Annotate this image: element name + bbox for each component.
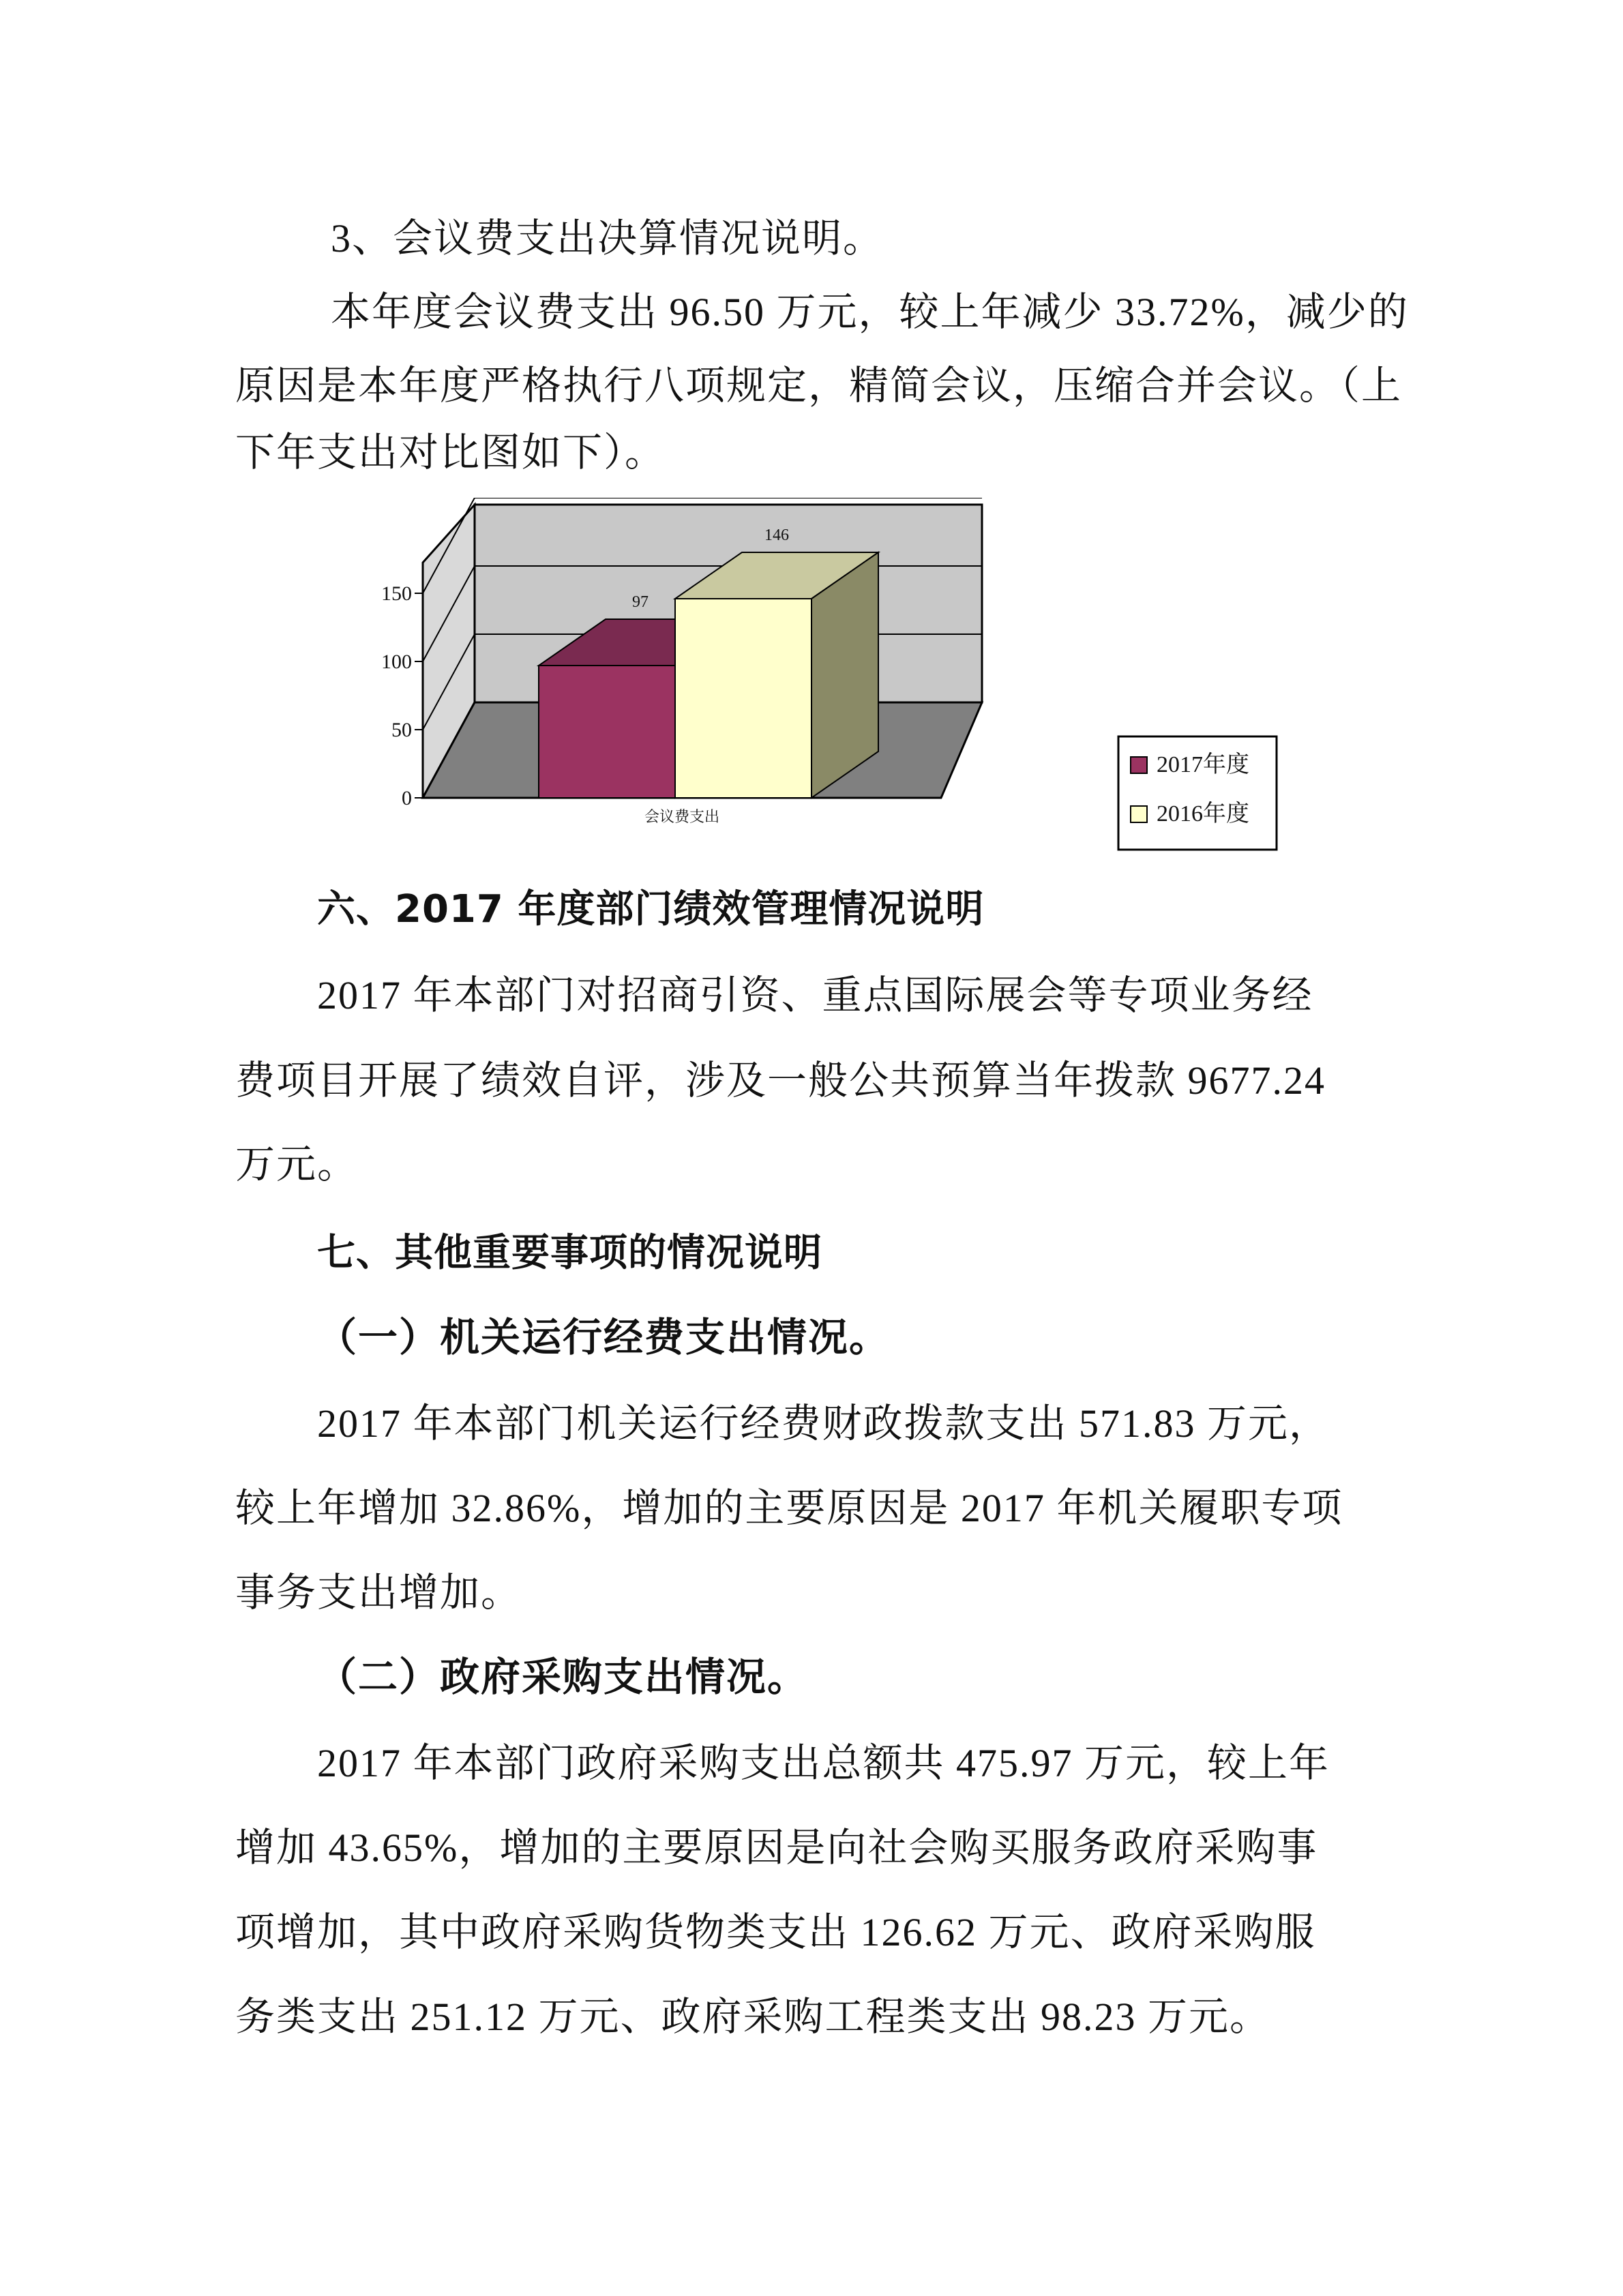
subsection-1-heading: （一）机关运行经费支出情况。 bbox=[317, 1315, 891, 1360]
legend-swatch-2016 bbox=[1131, 806, 1147, 822]
y-tick-label: 0 bbox=[402, 787, 412, 809]
bar-data-label-0: 97 bbox=[632, 593, 649, 611]
meeting-expense-chart bbox=[355, 498, 1364, 866]
section-6-line-1: 2017 年本部门对招商引资、重点国际展会等专项业务经 bbox=[317, 973, 1313, 1017]
subsection-2-line-3: 项增加，其中政府采购货物类支出 126.62 万元、政府采购服 bbox=[235, 1910, 1316, 1954]
legend-label-2017: 2017年度 bbox=[1157, 752, 1249, 777]
section-3-line-1: 本年度会议费支出 96.50 万元，较上年减少 33.72%，减少的 bbox=[331, 290, 1409, 334]
legend-label-2016: 2016年度 bbox=[1157, 801, 1249, 826]
bar-front-1 bbox=[675, 599, 812, 798]
section-6-line-2: 费项目开展了绩效自评，涉及一般公共预算当年拨款 9677.24 bbox=[235, 1058, 1326, 1103]
subsection-1-line-1: 2017 年本部门机关运行经费财政拨款支出 571.83 万元， bbox=[317, 1401, 1330, 1446]
section-3-heading: 3、会议费支出决算情况说明。 bbox=[331, 216, 884, 260]
section-6-heading: 六、2017 年度部门绩效管理情况说明 bbox=[317, 887, 985, 931]
section-3-line-3: 下年支出对比图如下）。 bbox=[235, 430, 666, 475]
subsection-2-heading: （二）政府采购支出情况。 bbox=[317, 1655, 809, 1699]
y-tick-label: 100 bbox=[381, 651, 412, 673]
subsection-2-line-4: 务类支出 251.12 万元、政府采购工程类支出 98.23 万元。 bbox=[235, 1995, 1271, 2039]
x-category-label: 会议费支出 bbox=[644, 809, 720, 826]
subsection-1-line-2: 较上年增加 32.86%，增加的主要原因是 2017 年机关履职专项 bbox=[235, 1486, 1343, 1530]
chart-legend bbox=[1118, 736, 1277, 850]
subsection-2-line-1: 2017 年本部门政府采购支出总额共 475.97 万元，较上年 bbox=[317, 1741, 1330, 1785]
bar-data-label-1: 146 bbox=[764, 526, 789, 544]
subsection-1-line-3: 事务支出增加。 bbox=[235, 1570, 522, 1615]
section-7-heading: 七、其他重要事项的情况说明 bbox=[317, 1231, 822, 1275]
bar-front-0 bbox=[539, 666, 675, 798]
legend-swatch-2017 bbox=[1131, 757, 1147, 773]
y-tick-label: 50 bbox=[391, 719, 412, 741]
section-3-line-2: 原因是本年度严格执行八项规定，精简会议，压缩合并会议。（上 bbox=[235, 363, 1403, 408]
subsection-2-line-2: 增加 43.65%，增加的主要原因是向社会购买服务政府采购事 bbox=[235, 1825, 1318, 1870]
y-axis-ticks bbox=[381, 582, 423, 809]
chart-svg bbox=[355, 498, 1364, 866]
section-6-line-3: 万元。 bbox=[235, 1142, 359, 1187]
y-tick-label: 150 bbox=[381, 582, 412, 605]
